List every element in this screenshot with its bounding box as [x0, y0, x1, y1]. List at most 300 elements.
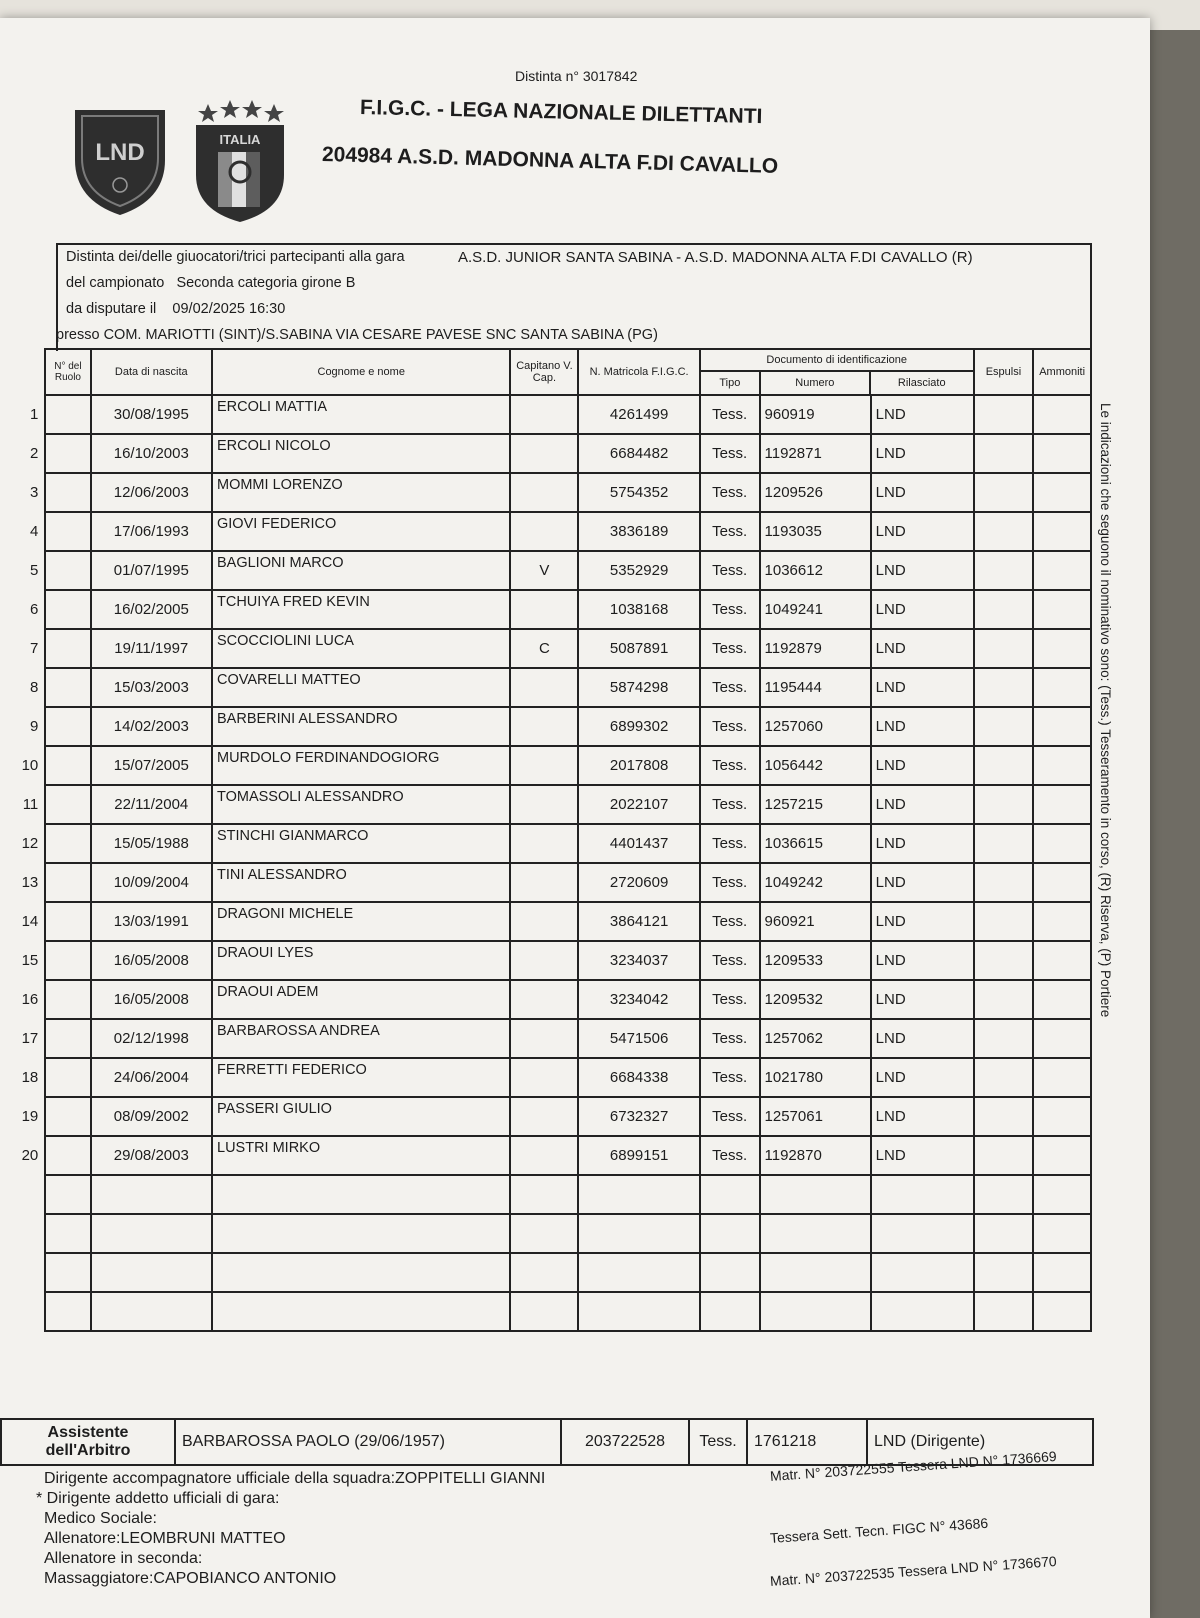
espulsi-cell [974, 512, 1034, 551]
empty-cell [91, 1253, 212, 1292]
table-row [0, 707, 1091, 746]
ruolo-cell [45, 1019, 90, 1058]
espulsi-cell [974, 629, 1034, 668]
empty-cell [510, 1175, 578, 1214]
captain-mark [510, 668, 578, 707]
captain-mark [510, 1019, 578, 1058]
player-name: LUSTRI MIRKO [212, 1136, 510, 1175]
matricola-number: 1038168 [578, 590, 699, 629]
doc-number: 1036612 [760, 551, 871, 590]
player-name: ERCOLI NICOLO [212, 434, 510, 473]
doc-number: 1056442 [760, 746, 871, 785]
espulsi-cell [974, 395, 1034, 434]
captain-mark [510, 785, 578, 824]
ruolo-cell [45, 863, 90, 902]
row-number: 15 [21, 952, 39, 969]
matricola-number: 6684482 [578, 434, 699, 473]
doc-type: Tess. [700, 668, 760, 707]
championship-label: del campionato [66, 275, 165, 291]
captain-mark [510, 512, 578, 551]
espulsi-cell [974, 1097, 1034, 1136]
empty-cell [212, 1214, 510, 1253]
matricola-number: 3836189 [578, 512, 699, 551]
doc-type: Tess. [700, 785, 760, 824]
row-number: 1 [29, 406, 39, 423]
medico-sociale: Medico Sociale: [44, 1510, 157, 1527]
birth-date: 19/11/1997 [91, 629, 212, 668]
ammoniti-cell [1033, 1019, 1091, 1058]
ammoniti-cell [1033, 512, 1091, 551]
empty-cell [1033, 1253, 1091, 1292]
empty-row [0, 1253, 1091, 1292]
matricola-number: 3234042 [578, 980, 699, 1019]
player-name: TINI ALESSANDRO [212, 863, 510, 902]
ammoniti-cell [1033, 1136, 1091, 1175]
doc-issuer: LND [871, 980, 974, 1019]
matricola-line-2: Matr. N° 203722535 Tessera LND N° 1736670 [769, 1552, 1058, 1589]
ruolo-cell [45, 590, 90, 629]
espulsi-cell [974, 785, 1034, 824]
doc-number: 1193035 [760, 512, 871, 551]
doc-number: 1257060 [760, 707, 871, 746]
ruolo-cell [45, 551, 90, 590]
doc-issuer: LND [871, 707, 974, 746]
ruolo-cell [45, 1097, 90, 1136]
table-row [0, 941, 1091, 980]
matricola-number: 6899302 [578, 707, 699, 746]
espulsi-cell [974, 824, 1034, 863]
empty-cell [700, 1214, 760, 1253]
espulsi-cell [974, 473, 1034, 512]
doc-issuer: LND [871, 1097, 974, 1136]
assistant-numero: 1761218 [747, 1419, 867, 1465]
empty-cell [212, 1253, 510, 1292]
lnd-logo-text: LND [95, 139, 145, 166]
birth-date: 16/05/2008 [91, 980, 212, 1019]
table-row [0, 551, 1091, 590]
ruolo-cell [45, 434, 90, 473]
empty-cell [45, 1292, 90, 1331]
captain-mark [510, 941, 578, 980]
empty-cell [510, 1253, 578, 1292]
empty-cell [510, 1292, 578, 1331]
ammoniti-cell [1033, 668, 1091, 707]
captain-mark [510, 980, 578, 1019]
doc-type: Tess. [700, 1097, 760, 1136]
espulsi-cell [974, 902, 1034, 941]
federation-title: F.I.G.C. - LEGA NAZIONALE DILETTANTI [359, 96, 763, 129]
table-row [0, 1019, 1091, 1058]
header-ammoniti: Ammoniti [1033, 349, 1091, 395]
doc-number: 1021780 [760, 1058, 871, 1097]
header-nome: Cognome e nome [212, 349, 510, 395]
ruolo-cell [45, 746, 90, 785]
doc-issuer: LND [871, 434, 974, 473]
player-name: FERRETTI FEDERICO [212, 1058, 510, 1097]
empty-cell [974, 1214, 1034, 1253]
table-row [0, 902, 1091, 941]
player-name: PASSERI GIULIO [212, 1097, 510, 1136]
doc-type: Tess. [700, 590, 760, 629]
ammoniti-cell [1033, 551, 1091, 590]
doc-issuer: LND [871, 746, 974, 785]
ruolo-cell [45, 785, 90, 824]
table-row [0, 980, 1091, 1019]
ruolo-cell [45, 473, 90, 512]
row-number: 17 [21, 1030, 39, 1047]
empty-cell [45, 1175, 90, 1214]
empty-cell [760, 1292, 871, 1331]
ruolo-cell [45, 824, 90, 863]
doc-issuer: LND [871, 590, 974, 629]
doc-issuer: LND [871, 824, 974, 863]
player-name: DRAOUI LYES [212, 941, 510, 980]
empty-cell [1033, 1175, 1091, 1214]
birth-date: 01/07/1995 [91, 551, 212, 590]
matricola-number: 6732327 [578, 1097, 699, 1136]
venue-row [56, 327, 658, 343]
doc-issuer: LND [871, 1019, 974, 1058]
ammoniti-cell [1033, 629, 1091, 668]
side-note: Le indicazioni che seguono il nominativo sono: (Tess.) Tesseramento in corso, (R) Riserva, (P) Portiere [1098, 403, 1113, 1018]
empty-cell [0, 1292, 45, 1331]
table-row [0, 785, 1091, 824]
matricola-number: 4401437 [578, 824, 699, 863]
doc-type: Tess. [700, 707, 760, 746]
espulsi-cell [974, 1058, 1034, 1097]
doc-number: 1049241 [760, 590, 871, 629]
venue-label: presso [56, 327, 100, 343]
birth-date: 24/06/2004 [91, 1058, 212, 1097]
player-name: BARBERINI ALESSANDRO [212, 707, 510, 746]
doc-type: Tess. [700, 824, 760, 863]
birth-date: 13/03/1991 [91, 902, 212, 941]
empty-cell [578, 1253, 699, 1292]
ammoniti-cell [1033, 902, 1091, 941]
empty-cell [91, 1214, 212, 1253]
empty-cell [974, 1175, 1034, 1214]
captain-mark [510, 1136, 578, 1175]
ruolo-cell [45, 980, 90, 1019]
dirigente-accompagnatore: Dirigente accompagnatore ufficiale della squadra:ZOPPITELLI GIANNI [44, 1470, 546, 1487]
table-row [0, 1058, 1091, 1097]
player-name: BAGLIONI MARCO [212, 551, 510, 590]
espulsi-cell [974, 1136, 1034, 1175]
birth-date: 16/05/2008 [91, 941, 212, 980]
birth-date: 14/02/2003 [91, 707, 212, 746]
player-name: STINCHI GIANMARCO [212, 824, 510, 863]
header-nascita: Data di nascita [91, 349, 212, 395]
doc-issuer: LND [871, 863, 974, 902]
header-documento-sub [701, 372, 973, 394]
row-number: 19 [21, 1108, 39, 1125]
matricola-number: 3864121 [578, 902, 699, 941]
ruolo-cell [45, 629, 90, 668]
date-value: 09/02/2025 16:30 [172, 301, 286, 317]
captain-mark [510, 1097, 578, 1136]
allenatore-seconda: Allenatore in seconda: [44, 1550, 203, 1567]
table-row [0, 512, 1091, 551]
player-name: DRAGONI MICHELE [212, 902, 510, 941]
doc-type: Tess. [700, 512, 760, 551]
matricola-number: 4261499 [578, 395, 699, 434]
doc-issuer: LND [871, 551, 974, 590]
doc-number: 1257215 [760, 785, 871, 824]
ammoniti-cell [1033, 707, 1091, 746]
espulsi-cell [974, 707, 1034, 746]
doc-type: Tess. [700, 629, 760, 668]
allenatore: Allenatore:LEOMBRUNI MATTEO [44, 1530, 286, 1547]
birth-date: 30/08/1995 [91, 395, 212, 434]
row-number: 16 [21, 991, 39, 1008]
assistant-name: BARBAROSSA PAOLO (29/06/1957) [175, 1419, 561, 1465]
header-matricola: N. Matricola F.I.G.C. [578, 349, 699, 395]
table-row [0, 629, 1091, 668]
ammoniti-cell [1033, 863, 1091, 902]
doc-type: Tess. [700, 473, 760, 512]
empty-row [0, 1214, 1091, 1253]
doc-number: 1192870 [760, 1136, 871, 1175]
empty-row [0, 1175, 1091, 1214]
venue-value: COM. MARIOTTI (SINT)/S.SABINA VIA CESARE PAVESE SNC SANTA SABINA (PG) [103, 327, 658, 343]
doc-number: 1209533 [760, 941, 871, 980]
table-row [0, 863, 1091, 902]
doc-issuer: LND [871, 668, 974, 707]
empty-cell [1033, 1214, 1091, 1253]
doc-number: 1192879 [760, 629, 871, 668]
row-number: 14 [21, 913, 39, 930]
document-sheet [0, 18, 1150, 1618]
header-espulsi: Espulsi [974, 349, 1034, 395]
match-teams: A.S.D. JUNIOR SANTA SABINA - A.S.D. MADONNA ALTA F.DI CAVALLO (R) [458, 249, 973, 266]
row-number: 11 [22, 796, 39, 813]
table-row [0, 395, 1091, 434]
doc-issuer: LND [871, 941, 974, 980]
row-number: 4 [29, 523, 39, 540]
captain-mark [510, 746, 578, 785]
espulsi-cell [974, 863, 1034, 902]
date-label: da disputare il [66, 301, 157, 317]
matricola-number: 2017808 [578, 746, 699, 785]
distinta-number: Distinta n° 3017842 [515, 68, 638, 84]
assistant-tipo: Tess. [689, 1419, 747, 1465]
row-number: 3 [29, 484, 39, 501]
table-row [0, 434, 1091, 473]
ammoniti-cell [1033, 473, 1091, 512]
birth-date: 15/07/2005 [91, 746, 212, 785]
player-name: SCOCCIOLINI LUCA [212, 629, 510, 668]
matricola-number: 5754352 [578, 473, 699, 512]
empty-cell [760, 1214, 871, 1253]
doc-number: 1192871 [760, 434, 871, 473]
birth-date: 16/10/2003 [91, 434, 212, 473]
matricola-number: 6684338 [578, 1058, 699, 1097]
championship-row [66, 275, 355, 291]
matricola-number: 5874298 [578, 668, 699, 707]
doc-type: Tess. [700, 902, 760, 941]
table-header-row [0, 349, 1091, 395]
birth-date: 02/12/1998 [91, 1019, 212, 1058]
doc-type: Tess. [700, 1019, 760, 1058]
espulsi-cell [974, 668, 1034, 707]
assistant-matricola: 203722528 [561, 1419, 689, 1465]
club-title: 204984 A.S.D. MADONNA ALTA F.DI CAVALLO [321, 143, 779, 178]
doc-type: Tess. [700, 1058, 760, 1097]
row-number: 2 [29, 445, 39, 462]
doc-number: 1036615 [760, 824, 871, 863]
row-number: 6 [29, 601, 39, 618]
empty-cell [0, 1175, 45, 1214]
empty-cell [871, 1253, 974, 1292]
ruolo-cell [45, 902, 90, 941]
ammoniti-cell [1033, 434, 1091, 473]
captain-mark [510, 824, 578, 863]
empty-cell [45, 1214, 90, 1253]
captain-mark [510, 590, 578, 629]
espulsi-cell [974, 551, 1034, 590]
empty-cell [760, 1253, 871, 1292]
ammoniti-cell [1033, 746, 1091, 785]
birth-date: 15/03/2003 [91, 668, 212, 707]
doc-issuer: LND [871, 473, 974, 512]
tessera-tecnica: Tessera Sett. Tecn. FIGC N° 43686 [769, 1514, 989, 1546]
empty-cell [700, 1253, 760, 1292]
header-documento [700, 349, 974, 395]
doc-type: Tess. [700, 1136, 760, 1175]
matricola-number: 5471506 [578, 1019, 699, 1058]
captain-mark [510, 1058, 578, 1097]
doc-issuer: LND [871, 1136, 974, 1175]
ammoniti-cell [1033, 785, 1091, 824]
ammoniti-cell [1033, 941, 1091, 980]
doc-number: 1257061 [760, 1097, 871, 1136]
header-tipo: Tipo [701, 372, 761, 394]
doc-number: 1195444 [760, 668, 871, 707]
birth-date: 15/05/1988 [91, 824, 212, 863]
doc-issuer: LND [871, 512, 974, 551]
table-row [0, 824, 1091, 863]
matricola-number: 2022107 [578, 785, 699, 824]
matricola-line-1: Matr. N° 203722555 Tessera LND N° 1736669 [769, 1447, 1058, 1484]
empty-cell [871, 1175, 974, 1214]
empty-cell [700, 1292, 760, 1331]
espulsi-cell [974, 1019, 1034, 1058]
championship-value: Seconda categoria girone B [176, 275, 356, 291]
ruolo-cell [45, 512, 90, 551]
row-number: 7 [29, 640, 39, 657]
header-ruolo: N° del Ruolo [45, 349, 90, 395]
matricola-number: 5087891 [578, 629, 699, 668]
matricola-number: 2720609 [578, 863, 699, 902]
empty-cell [871, 1292, 974, 1331]
birth-date: 29/08/2003 [91, 1136, 212, 1175]
empty-cell [91, 1175, 212, 1214]
row-number: 20 [21, 1147, 39, 1164]
captain-mark [510, 707, 578, 746]
player-name: DRAOUI ADEM [212, 980, 510, 1019]
doc-number: 1209532 [760, 980, 871, 1019]
ammoniti-cell [1033, 1058, 1091, 1097]
captain-mark [510, 863, 578, 902]
captain-mark: C [510, 629, 578, 668]
empty-cell [760, 1175, 871, 1214]
dirigente-addetto: * Dirigente addetto ufficiali di gara: [36, 1490, 280, 1507]
row-number: 5 [29, 562, 39, 579]
birth-date: 12/06/2003 [91, 473, 212, 512]
row-number: 18 [21, 1069, 39, 1086]
empty-cell [700, 1175, 760, 1214]
doc-number: 960921 [760, 902, 871, 941]
ruolo-cell [45, 668, 90, 707]
doc-type: Tess. [700, 941, 760, 980]
ruolo-cell [45, 1136, 90, 1175]
empty-cell [871, 1214, 974, 1253]
header-rilasciato: Rilasciato [897, 377, 946, 389]
empty-cell [578, 1214, 699, 1253]
espulsi-cell [974, 590, 1034, 629]
birth-date: 17/06/1993 [91, 512, 212, 551]
empty-row [0, 1292, 1091, 1331]
row-number: 10 [21, 757, 39, 774]
players-label: Distinta dei/delle giuocatori/trici partecipanti alla gara [66, 249, 405, 265]
table-row [0, 1136, 1091, 1175]
doc-issuer: LND [871, 629, 974, 668]
empty-cell [212, 1292, 510, 1331]
matricola-number: 6899151 [578, 1136, 699, 1175]
empty-cell [578, 1292, 699, 1331]
espulsi-cell [974, 434, 1034, 473]
espulsi-cell [974, 980, 1034, 1019]
doc-type: Tess. [700, 395, 760, 434]
empty-cell [45, 1253, 90, 1292]
players-table [0, 348, 1092, 1332]
doc-type: Tess. [700, 980, 760, 1019]
doc-type: Tess. [700, 863, 760, 902]
matricola-number: 3234037 [578, 941, 699, 980]
lnd-shield-logo [70, 100, 170, 220]
table-row [0, 473, 1091, 512]
ruolo-cell [45, 395, 90, 434]
row-number: 8 [29, 679, 39, 696]
massaggiatore: Massaggiatore:CAPOBIANCO ANTONIO [44, 1570, 337, 1587]
match-info-box [56, 243, 1092, 351]
assistant-label: Assistente dell'Arbitro [1, 1419, 175, 1465]
doc-type: Tess. [700, 551, 760, 590]
row-number: 13 [21, 874, 39, 891]
player-rows [0, 395, 1091, 1331]
doc-number: 960919 [760, 395, 871, 434]
empty-cell [974, 1292, 1034, 1331]
doc-number: 1257062 [760, 1019, 871, 1058]
empty-cell [0, 1253, 45, 1292]
player-name: TOMASSOLI ALESSANDRO [212, 785, 510, 824]
doc-type: Tess. [700, 746, 760, 785]
empty-cell [578, 1175, 699, 1214]
empty-cell [974, 1253, 1034, 1292]
birth-date: 10/09/2004 [91, 863, 212, 902]
player-name: MURDOLO FERDINANDOGIORG [212, 746, 510, 785]
table-row [0, 1097, 1091, 1136]
ruolo-cell [45, 1058, 90, 1097]
ruolo-cell [45, 707, 90, 746]
empty-cell [1033, 1292, 1091, 1331]
birth-date: 22/11/2004 [91, 785, 212, 824]
row-number: 9 [29, 718, 39, 735]
empty-cell [91, 1292, 212, 1331]
rownum-header [0, 349, 45, 395]
ammoniti-cell [1033, 590, 1091, 629]
captain-mark: V [510, 551, 578, 590]
